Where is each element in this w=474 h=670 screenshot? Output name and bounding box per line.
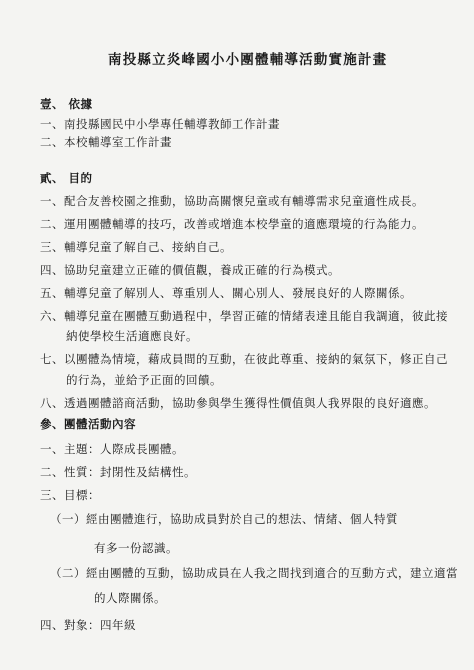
goal-1-cont: 有多一份認識。 (94, 541, 178, 555)
content-item-theme: 一、主題：人際成長團體。 (40, 442, 184, 456)
goal-1: （一）經由團體進行，協助成員對於自己的想法、情緒、個人特質 (50, 512, 398, 526)
content-item-target: 四、對象：四年級 (40, 618, 136, 632)
section-heading-purpose: 貳、 目的 (40, 171, 93, 185)
goal-2-cont: 的人際關係。 (94, 591, 166, 605)
section-heading-basis: 壹、 依據 (40, 97, 93, 111)
purpose-item-3: 三、輔導兒童了解自己、接納自己。 (40, 240, 232, 254)
purpose-item-4: 四、協助兒童建立正確的價值觀，養成正確的行為模式。 (40, 263, 340, 277)
purpose-item-7: 七、以團體為情境，藉成員間的互動，在彼此尊重、接納的氣氛下，修正自己 (40, 352, 448, 366)
purpose-item-2: 二、運用團體輔導的技巧，改善或增進本校學童的適應環境的行為能力。 (40, 217, 424, 231)
basis-item-1: 一、南投縣國民中小學專任輔導教師工作計畫 (40, 117, 280, 131)
content-item-nature: 二、性質：封閉性及結構性。 (40, 465, 196, 479)
purpose-item-1: 一、配合友善校園之推動，協助高關懷兒童或有輔導需求兒童適性成長。 (40, 194, 424, 208)
content-item-goals: 三、目標： (40, 488, 100, 502)
basis-item-2: 二、本校輔導室工作計畫 (40, 135, 172, 149)
purpose-item-5: 五、輔導兒童了解別人、尊重別人、關心別人、發展良好的人際關係。 (40, 286, 412, 300)
section-heading-content: 參、團體活動內容 (40, 417, 136, 431)
purpose-item-8: 八、透過團體諮商活動，協助參與學生獲得性價值與人我界限的良好適應。 (40, 396, 436, 410)
purpose-item-6-cont: 納使學校生活適應良好。 (66, 329, 198, 343)
goal-2: （二）經由團體的互動，協助成員在人我之間找到適合的互動方式，建立適當 (50, 566, 458, 580)
document-title: 南投縣立炎峰國小小團體輔導活動實施計畫 (108, 52, 388, 68)
purpose-item-7-cont: 的行為，並給予正面的回饋。 (66, 373, 222, 387)
purpose-item-6: 六、輔導兒童在團體互動過程中，學習正確的情緒表達且能自我調適，彼此接 (40, 309, 448, 323)
